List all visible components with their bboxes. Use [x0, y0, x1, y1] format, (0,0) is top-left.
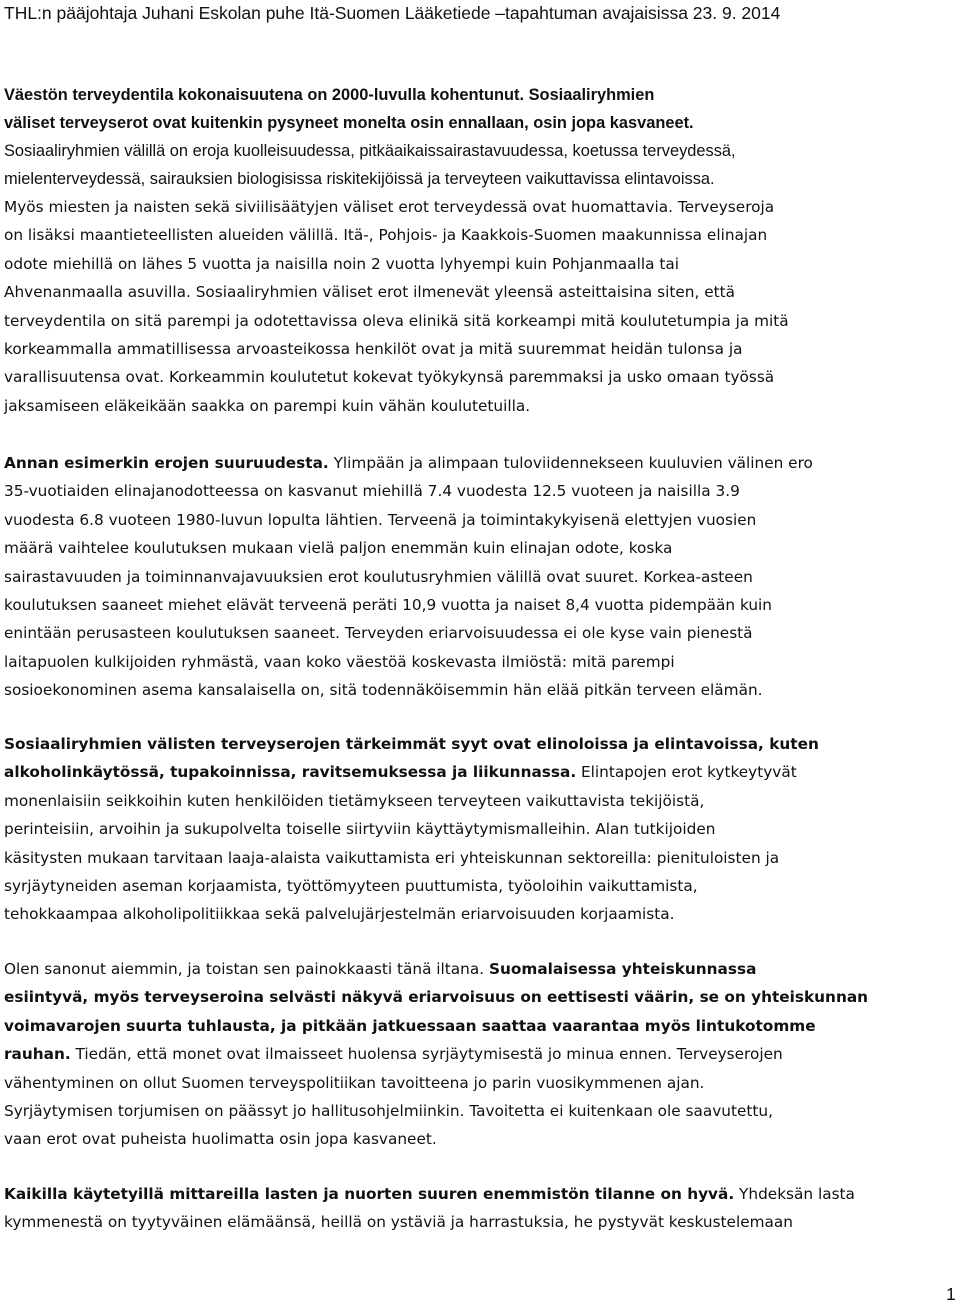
- text-line: perinteisiin, arvoihin ja sukupolvelta toiselle siirtyviin käyttäytymismalleihin. Alan tutkijoiden: [4, 820, 716, 839]
- text-line: terveydentila on sitä parempi ja odotettavissa oleva elinikä sitä korkeampi mitä koulutetumpia ja mitä: [4, 311, 789, 330]
- bold-lead: Kaikilla käytetyillä mittareilla lasten ja nuorten suuren enemmistön tilanne on hyvä.: [4, 1185, 735, 1203]
- paragraph-causes: [4, 730, 956, 929]
- text-line: jaksamiseen eläkeikään saakka on parempi kuin vähän koulutetuilla.: [4, 396, 531, 415]
- text-line: [4, 1040, 956, 1068]
- text-line: vuodesta 6.8 vuoteen 1980-luvun lopulta lähtien. Terveenä ja toimintakykyisenä elettyjen vuosien: [4, 510, 757, 529]
- text-line: määrä vaihtelee koulutuksen mukaan vielä paljon enemmän kuin elinajan odote, koska: [4, 539, 673, 558]
- text-line: korkeammalla ammatillisessa arvoasteikossa henkilöt ovat ja mitä suuremmat heidän tulonsa ja: [4, 340, 743, 359]
- text-line: mielenterveydessä, sairauksien biologisissa riskitekijöissä ja terveyteen vaikuttavissa elintavoissa.: [4, 170, 715, 188]
- paragraph-example-differences: [4, 449, 956, 705]
- text-run: Elintapojen erot kytkeytyvät: [576, 763, 797, 782]
- text-line: [4, 1180, 956, 1208]
- text-line: on lisäksi maantieteellisten alueiden välillä. Itä-, Pohjois- ja Kaakkois-Suomen maakunnissa elinajan: [4, 226, 768, 245]
- paragraph-children: [4, 1180, 956, 1237]
- bold-line: Sosiaaliryhmien välisten terveyserojen tärkeimmät syyt ovat elinoloissa ja elintavoissa, kuten: [4, 735, 819, 753]
- text-line: kymmenestä on tyytyväinen elämäänsä, heillä on ystäviä ja harrastuksia, he pystyvät keskustelemaan: [4, 1213, 793, 1232]
- text-line: vaan erot ovat puheista huolimatta osin jopa kasvaneet.: [4, 1130, 437, 1149]
- text-line: [4, 955, 956, 983]
- text-line: vähentyminen on ollut Suomen terveyspolitiikan tavoitteena jo parin vuosikymmenen ajan.: [4, 1073, 705, 1092]
- text-line: sairastavuuden ja toiminnanvajavuuksien erot koulutusryhmien välillä ovat suuret. Korkea-asteen: [4, 567, 753, 586]
- text-line: Syrjäytymisen torjumisen on päässyt jo hallitusohjelmiinkin. Tavoitetta ei kuitenkaan ole saavutettu,: [4, 1102, 773, 1121]
- document-header: THL:n pääjohtaja Juhani Eskolan puhe Itä-Suomen Lääketiede –tapahtuman avajaisissa 23. 9. 2014: [4, 3, 781, 23]
- text-run: Yhdeksän lasta: [734, 1185, 855, 1203]
- bold-line: voimavarojen suurta tuhlausta, ja pitkään jatkuessaan saattaa vaarantaa myös lintukotomme: [4, 1016, 816, 1035]
- text-line: monenlaisiin seikkoihin kuten henkilöiden tietämykseen terveyteen vaikuttavista tekijöistä,: [4, 791, 705, 810]
- text-line: enintään perusasteen koulutuksen saaneet. Terveyden eriarvoisuudessa ei ole kyse vain pienestä: [4, 624, 753, 643]
- text-line: 35-vuotiaiden elinajanodotteessa on kasvanut miehillä 7.4 vuodesta 12.5 vuoteen ja naisilla 3.9: [4, 482, 740, 501]
- text-line: koulutuksen saaneet miehet elävät terveenä peräti 10,9 vuotta ja naiset 8,4 vuotta pidempään kuin: [4, 596, 773, 615]
- bold-lead: Annan esimerkin erojen suuruudesta.: [4, 454, 329, 472]
- text-line: [4, 758, 956, 786]
- text-line: syrjäytyneiden aseman korjaamista, työttömyyteen puuttumista, työoloihin vaikuttamista,: [4, 877, 698, 896]
- text-line: Sosiaaliryhmien välillä on eroja kuolleisuudessa, pitkäaikaissairastavuudessa, koetussa terveydessä,: [4, 142, 736, 160]
- text-run: Tiedän, että monet ovat ilmaisseet huolensa syrjäytymisestä jo minua ennen. Terveyserojen: [70, 1045, 783, 1064]
- bold-run: Suomalaisessa yhteiskunnassa: [488, 960, 757, 978]
- paragraph-inequality: [4, 955, 956, 1154]
- text-line: tehokkaampaa alkoholipolitiikkaa sekä palvelujärjestelmän eriarvoisuuden korjaamista.: [4, 905, 675, 924]
- text-line: Myös miesten ja naisten sekä siviilisäätyjen väliset erot terveydessä ovat huomattavia. Terveyseroja: [4, 198, 775, 216]
- bold-lead: rauhan.: [4, 1045, 71, 1064]
- text-line: [4, 449, 956, 477]
- text-line: laitapuolen kulkijoiden ryhmästä, vaan koko väestöä koskevasta ilmiöstä: mitä parempi: [4, 652, 675, 671]
- page-number: 1: [946, 1284, 956, 1304]
- bold-line: väliset terveyserot ovat kuitenkin pysyneet monelta osin ennallaan, osin jopa kasvaneet.: [4, 114, 694, 132]
- bold-lead: alkoholinkäytössä, tupakoinnissa, ravitsemuksessa ja liikunnassa.: [4, 763, 577, 782]
- text-line: Ahvenanmaalla asuvilla. Sosiaaliryhmien väliset erot ilmenevät yleensä asteittaisina siten, että: [4, 283, 735, 302]
- paragraph-population-health: [4, 81, 956, 420]
- bold-line: esiintyvä, myös terveyseroina selvästi näkyvä eriarvoisuus on eettisesti väärin, se on yhteiskunnan: [4, 988, 869, 1007]
- bold-line: Väestön terveydentila kokonaisuutena on 2000-luvulla kohentunut. Sosiaaliryhmien: [4, 86, 655, 104]
- text-line: varallisuutensa ovat. Korkeammin koulutetut kokevat työkykynsä paremmaksi ja usko omaan työssä: [4, 368, 775, 387]
- text-line: sosioekonominen asema kansalaisella on, sitä todennäköisemmin hän elää pitkän terveen elämän.: [4, 681, 763, 700]
- text-line: käsitysten mukaan tarvitaan laaja-alaista vaikuttamista eri yhteiskunnan sektoreilla: pienituloisten ja: [4, 848, 780, 867]
- text-run: Olen sanonut aiemmin, ja toistan sen painokkaasti tänä iltana.: [4, 960, 489, 978]
- text-line: odote miehillä on lähes 5 vuotta ja naisilla noin 2 vuotta lyhyempi kuin Pohjanmaalla tai: [4, 254, 680, 273]
- text-run: Ylimpään ja alimpaan tuloviidennekseen kuuluvien välinen ero: [328, 454, 813, 472]
